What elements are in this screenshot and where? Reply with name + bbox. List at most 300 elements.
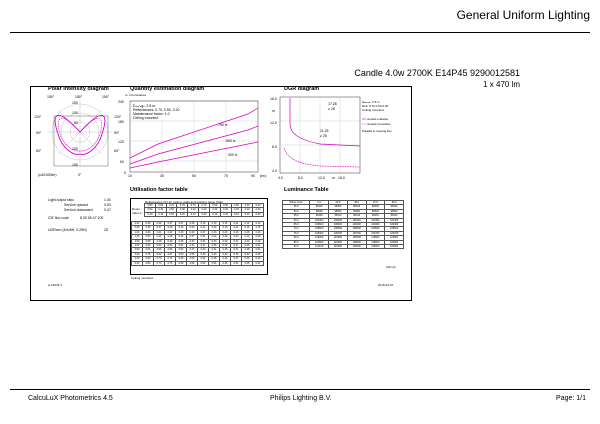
util-refl-header: Reflectances (%) for ceiling, walls and working plane (CIE) xyxy=(145,200,223,204)
table-cell: 0.21 xyxy=(231,239,242,243)
ugr-x-tick: 16.0 xyxy=(338,176,345,180)
quantity-title: Quantity estimation diagram xyxy=(130,86,205,92)
ugr-value: ≥ 28 xyxy=(328,107,335,111)
table-cell: 0.41 xyxy=(198,244,209,248)
polar-diagram xyxy=(34,94,124,178)
table-cell: 90.0 xyxy=(385,201,404,205)
table-cell: 0.51 xyxy=(209,261,220,265)
table-cell: 75.0 xyxy=(283,231,310,235)
table-cell: 0.19 xyxy=(242,235,253,239)
quantity-x-tick: 70 xyxy=(224,174,228,178)
table-cell: 0.20 xyxy=(199,208,210,212)
table-cell: 0.35 xyxy=(242,261,253,265)
quantity-x-tick: 90 xyxy=(251,174,255,178)
table-cell: 0.31 xyxy=(231,248,242,252)
table-cell: 118200 xyxy=(310,236,329,240)
table-cell: 0.70 xyxy=(154,257,165,261)
table-cell: 0.80 xyxy=(143,257,154,261)
table-cell: 0.52 xyxy=(198,257,209,261)
table-cell: 0.29 xyxy=(154,222,165,226)
table-cell: 0.41 xyxy=(187,244,198,248)
luminance-table xyxy=(282,200,404,249)
ugr-title: UGR diagram xyxy=(284,86,320,92)
table-cell: 0.20 xyxy=(220,212,231,216)
table-cell: 0.37 xyxy=(165,222,176,226)
table-cell: 0.45 xyxy=(220,261,231,265)
table-cell: 96400 xyxy=(310,214,329,218)
table-cell: 0.10 xyxy=(155,212,166,216)
quantity-y-tick: 180 xyxy=(118,120,124,124)
table-cell: 106300 xyxy=(310,231,329,235)
table-cell: 0.61 xyxy=(143,248,154,252)
util-row xyxy=(132,261,264,265)
table-cell: 0.46 xyxy=(165,235,176,239)
table-cell: 3.00 xyxy=(132,252,143,256)
table-cell: 0.27 xyxy=(231,244,242,248)
table-cell: 0.46 xyxy=(143,230,154,234)
table-cell: 109400 xyxy=(329,223,348,227)
table-cell: 106700 xyxy=(347,231,366,235)
table-cell: 0.26 xyxy=(220,235,231,239)
table-cell: 0.19 xyxy=(231,230,242,234)
table-cell: 0.54 xyxy=(198,261,209,265)
table-cell: 98400 xyxy=(385,205,404,209)
lum-table-title: Luminance Table xyxy=(284,187,329,193)
table-cell: 0.37 xyxy=(154,226,165,230)
table-cell: 0.23 xyxy=(187,226,198,230)
table-cell: 0.31 xyxy=(198,235,209,239)
table-cell: 0.00 xyxy=(253,208,264,212)
table-cell: 0.41 xyxy=(165,230,176,234)
ugr-y-tick: 12.0 xyxy=(270,121,277,125)
polar-angle-label: 180° xyxy=(75,95,83,99)
table-cell: 0.37 xyxy=(187,239,198,243)
table-cell: 115000 xyxy=(366,245,385,249)
table-cell: 0.16 xyxy=(242,222,253,226)
table-cell: 4.00 xyxy=(132,257,143,261)
table-cell: 106700 xyxy=(366,231,385,235)
table-cell: 0.36 xyxy=(143,222,154,226)
quantity-curve-label: 750 lx xyxy=(218,123,228,127)
ugr-value: ≥ 25 xyxy=(320,134,327,138)
ugr-value: 11.25 xyxy=(320,129,329,133)
table-cell: 0.16 xyxy=(220,226,231,230)
ugr-legend-mount: Hₘₒᵤₙₜ: 2.8 m xyxy=(362,100,380,104)
footer-divider xyxy=(10,389,590,390)
table-cell: 0.27 xyxy=(198,230,209,234)
table-cell: 0.41 xyxy=(209,248,220,252)
table-cell: 119500 xyxy=(347,236,366,240)
table-cell: 0.30 xyxy=(166,212,177,216)
quantity-y-tick: 240 xyxy=(118,100,124,104)
table-cell: 108600 xyxy=(347,227,366,231)
table-cell: 0.60 xyxy=(132,222,143,226)
table-cell: 0.50 xyxy=(145,208,156,212)
table-cell: 0.23 xyxy=(220,230,231,234)
table-cell: 67.5 xyxy=(366,201,385,205)
table-cell: 0.20 xyxy=(209,226,220,230)
table-cell: 0.30 xyxy=(155,208,166,212)
table-cell: 108600 xyxy=(329,227,348,231)
luminaire-name: Candle 4.0w 2700K E14P45 9290012581 xyxy=(354,68,520,78)
table-cell: 118600 xyxy=(347,240,366,244)
doc-code: sl 21643.4 xyxy=(48,283,62,287)
table-cell: 1.00 xyxy=(132,230,143,234)
ugr-x-tick: 12.0 xyxy=(318,176,325,180)
polar-angle-label: 60° xyxy=(36,149,42,153)
table-cell: 95800 xyxy=(366,209,385,213)
table-cell: 65.0 xyxy=(283,223,310,227)
table-cell: 0.20 xyxy=(199,212,210,216)
polar-bottom-angle: 0° xyxy=(78,173,82,177)
ugr-chart xyxy=(270,94,395,180)
table-cell: 0.16 xyxy=(242,226,253,230)
ratio-label: CIE flux code xyxy=(48,216,69,220)
table-cell: 1.25 xyxy=(132,235,143,239)
table-cell: 0.12 xyxy=(253,222,264,226)
table-cell: 0.47 xyxy=(187,248,198,252)
polar-radial-label: 150 xyxy=(72,101,78,105)
ugr-x-tick: 8.0 xyxy=(298,176,303,180)
polar-radial-label: 50 xyxy=(74,121,78,125)
doc-date: 2016-02-07 xyxy=(378,283,394,287)
table-cell: 0.41 xyxy=(154,230,165,234)
quantity-x-tick: 10 xyxy=(128,174,132,178)
table-cell: 96410 xyxy=(385,214,404,218)
table-cell: 0.50 xyxy=(166,208,177,212)
table-cell: 0.10 xyxy=(242,208,253,212)
table-cell: 0.21 xyxy=(253,244,264,248)
table-cell: 0.44 xyxy=(176,235,187,239)
table-cell: 0.49 xyxy=(198,252,209,256)
table-cell: 0.22 xyxy=(198,226,209,230)
table-cell: 0.73 xyxy=(154,261,165,265)
table-cell: 100400 xyxy=(366,218,385,222)
util-values-table xyxy=(131,221,264,266)
polar-angle-label: 90° xyxy=(114,131,120,135)
table-cell: 0.36 xyxy=(209,244,220,248)
table-cell: 0.26 xyxy=(253,252,264,256)
table-cell: 0.64 xyxy=(154,252,165,256)
footer-company: Philips Lighting B.V. xyxy=(270,395,332,402)
table-cell: 100400 xyxy=(385,218,404,222)
table-cell: 0.56 xyxy=(187,252,198,256)
table-cell: 108600 xyxy=(366,227,385,231)
page-header-title: General Uniform Lighting xyxy=(456,8,590,22)
table-cell: 0.30 xyxy=(145,212,156,216)
ratio-value: 0.47 xyxy=(104,208,111,212)
table-cell: 100400 xyxy=(329,218,348,222)
ratio-label: Service upward xyxy=(64,203,89,207)
table-cell: 0.40 xyxy=(220,252,231,256)
ratio-label: Service downward xyxy=(64,208,93,212)
table-cell: 96900 xyxy=(310,209,329,213)
table-cell: 108600 xyxy=(310,227,329,231)
table-cell: 0.80 xyxy=(145,204,156,208)
table-cell: 0.32 xyxy=(209,235,220,239)
table-cell: 0.15 xyxy=(220,222,231,226)
table-cell: 0.48 xyxy=(154,239,165,243)
table-cell: 0.20 xyxy=(177,212,188,216)
table-cell: 90.0 xyxy=(283,245,310,249)
table-cell: 0.34 xyxy=(176,226,187,230)
table-cell: 5.00 xyxy=(132,261,143,265)
util-refl-row xyxy=(145,204,264,208)
table-cell: 80.0 xyxy=(283,236,310,240)
ugr-x-tick: 4.0 xyxy=(278,176,283,180)
table-cell: 0.10 xyxy=(188,212,199,216)
table-cell: 0.53 xyxy=(154,244,165,248)
table-cell: 0.66 xyxy=(176,257,187,261)
table-cell: 0.69 xyxy=(176,261,187,265)
table-cell: 0.20 xyxy=(242,239,253,243)
util-title: Utilisation factor table xyxy=(130,187,188,193)
table-cell: 0.30 xyxy=(177,208,188,212)
ratio-label: UGRcen (4Hx8H, 0.25H) xyxy=(48,228,87,232)
table-cell: 60.0 xyxy=(283,218,310,222)
polar-radial-label: 100 xyxy=(72,111,78,115)
table-cell: 0.28 xyxy=(242,248,253,252)
table-cell: 0.19 xyxy=(209,222,220,226)
table-cell: 0.10 xyxy=(231,212,242,216)
table-cell: 109400 xyxy=(347,223,366,227)
table-cell: 0.26 xyxy=(187,222,198,226)
table-cell: 45.0 xyxy=(347,201,366,205)
table-cell: 0.60 xyxy=(187,257,198,261)
table-cell: 118600 xyxy=(366,240,385,244)
polar-angle-label: 60° xyxy=(114,149,120,153)
table-cell: 0.30 xyxy=(231,204,242,208)
table-cell: 0.46 xyxy=(154,235,165,239)
quantity-y-tick: 0 xyxy=(124,171,126,175)
table-cell: 0.39 xyxy=(143,226,154,230)
table-cell: 0.35 xyxy=(220,248,231,252)
lum-unit: (cd/m²) xyxy=(386,265,396,269)
quantity-x-tick: 50 xyxy=(192,174,196,178)
quantity-x-unit: (m²) xyxy=(260,174,267,178)
table-cell: 0.50 xyxy=(209,204,220,208)
table-cell: 0.19 xyxy=(253,239,264,243)
util-refl-row xyxy=(145,208,264,212)
table-cell: 0.70 xyxy=(188,204,199,208)
util-footer: Ceiling mounted xyxy=(131,276,153,280)
table-cell: Plane Cone xyxy=(283,201,310,205)
table-cell: 0.75 xyxy=(165,261,176,265)
ratio-value: 25 xyxy=(104,228,108,232)
table-cell: 0.75 xyxy=(143,252,154,256)
table-cell: 0.15 xyxy=(253,226,264,230)
polar-radial-label: 100 xyxy=(72,147,78,151)
table-cell: 0.60 xyxy=(176,252,187,256)
polar-title: Polar intensity diagram xyxy=(48,86,109,92)
footer-page: Page: 1/1 xyxy=(556,395,586,402)
table-cell: 96410 xyxy=(366,214,385,218)
table-cell: 45.0 xyxy=(283,205,310,209)
table-cell: 96410 xyxy=(329,214,348,218)
table-cell: 0.80 xyxy=(155,204,166,208)
table-cell: 0.43 xyxy=(198,248,209,252)
table-cell: 50.0 xyxy=(283,209,310,213)
table-cell: 0.30 xyxy=(231,208,242,212)
table-cell: 100400 xyxy=(347,218,366,222)
quantity-e-avg: Eₐᵥₑʳₐɡₑ: 2.8 m xyxy=(133,104,156,108)
table-cell: 106700 xyxy=(329,231,348,235)
table-cell: 0.54 xyxy=(176,248,187,252)
table-cell: 0.40 xyxy=(176,230,187,234)
table-cell: 0.49 xyxy=(165,239,176,243)
table-cell: 115000 xyxy=(347,245,366,249)
table-cell: 0.00 xyxy=(253,212,264,216)
table-cell: 0.21 xyxy=(231,222,242,226)
ugr-x-unit: m xyxy=(332,176,335,180)
table-cell: 95800 xyxy=(385,209,404,213)
table-cell: 0.32 xyxy=(220,244,231,248)
table-cell: 109400 xyxy=(385,223,404,227)
table-cell: 109600 xyxy=(310,223,329,227)
table-cell: 85.0 xyxy=(283,240,310,244)
table-cell: 0.29 xyxy=(220,239,231,243)
table-cell: 0.56 xyxy=(154,248,165,252)
ugr-legend-ceiling: Ceiling mounted xyxy=(362,108,384,112)
table-cell: 95800 xyxy=(329,209,348,213)
table-cell: 119500 xyxy=(329,236,348,240)
polar-angle-label: 150° xyxy=(47,95,55,99)
table-cell: 98400 xyxy=(329,205,348,209)
ratio-value: 0.53 xyxy=(104,203,111,207)
table-cell: 0.10 xyxy=(242,212,253,216)
table-cell: 0.43 xyxy=(209,252,220,256)
util-refl-row xyxy=(145,212,264,216)
table-cell: 0.50 xyxy=(220,204,231,208)
table-cell: 0.30 xyxy=(242,204,253,208)
table-cell: 98400 xyxy=(366,205,385,209)
table-cell: 0.70 xyxy=(166,204,177,208)
table-cell: 106700 xyxy=(385,231,404,235)
polar-angle-label: 120° xyxy=(34,115,42,119)
table-cell: 0.30 xyxy=(242,252,253,256)
quantity-ceiling: Ceiling mounted xyxy=(133,116,159,120)
table-cell: 115000 xyxy=(329,245,348,249)
table-cell: 0.30 xyxy=(209,208,220,212)
polar-angle-label: 120° xyxy=(114,115,122,119)
table-cell: 0.27 xyxy=(176,222,187,226)
table-cell: 98400 xyxy=(347,205,366,209)
table-cell: 0.20 xyxy=(188,208,199,212)
ugr-y-tick: 4.0 xyxy=(272,169,277,173)
table-cell: 0.24 xyxy=(253,248,264,252)
luminaire-flux: 1 x 470 lm xyxy=(483,80,520,89)
table-cell: 108600 xyxy=(385,227,404,231)
ugr-legend-crosswise: viewed crosswise xyxy=(367,122,391,126)
table-cell: 0.56 xyxy=(165,248,176,252)
table-cell: 0.46 xyxy=(176,239,187,243)
table-cell: 0.29 xyxy=(253,257,264,261)
table-cell: 114100 xyxy=(310,245,329,249)
table-cell: 0.48 xyxy=(209,257,220,261)
table-cell: 0.70 xyxy=(177,204,188,208)
table-cell: 120500 xyxy=(310,240,329,244)
table-cell: 0.41 xyxy=(231,261,242,265)
table-cell: 0.80 xyxy=(132,226,143,230)
quantity-curve-label: 300 lx xyxy=(228,153,238,157)
ugr-legend-parallel: Parallel to viewing line xyxy=(362,129,392,133)
quantity-curve-label: 500 lx xyxy=(226,139,236,143)
table-cell: 100400 xyxy=(310,218,329,222)
table-cell: 0.19 xyxy=(198,222,209,226)
table-cell: 119500 xyxy=(366,236,385,240)
table-cell: 70.0 xyxy=(283,227,310,231)
quantity-y-tick: 120 xyxy=(118,140,124,144)
ugr-y-unit: m xyxy=(272,109,275,113)
ugr-curve-endwise xyxy=(290,98,360,146)
table-cell: 0.56 xyxy=(143,239,154,243)
table-cell: 0.29 xyxy=(165,226,176,230)
table-cell: 0.51 xyxy=(176,244,187,248)
header-divider xyxy=(10,32,590,33)
table-cell: 0.21 xyxy=(231,226,242,230)
quantity-x-tick: 30 xyxy=(160,174,164,178)
util-room-label: Room Index k xyxy=(132,207,142,215)
polar-unit: (cd/1000lm) xyxy=(38,173,57,177)
table-cell: 0.29 xyxy=(187,230,198,234)
table-cell: 0.41 xyxy=(220,257,231,261)
table-cell: 95800 xyxy=(347,209,366,213)
table-cell: 0.31 xyxy=(253,261,264,265)
quantity-y-unit: nr. of luminaires xyxy=(125,93,147,97)
table-cell: 0.50 xyxy=(143,235,154,239)
ugr-legend-endwise: viewed endwise xyxy=(367,117,389,121)
table-cell: 0.60 xyxy=(143,244,154,248)
ratio-label: Light output ratio xyxy=(48,198,75,202)
polar-radial-label: 150 xyxy=(72,163,78,167)
table-cell: 0.67 xyxy=(165,252,176,256)
ugr-curve-crosswise xyxy=(284,148,360,167)
quantity-y-tick: 60 xyxy=(120,160,124,164)
table-cell: 118600 xyxy=(329,240,348,244)
table-cell: 2.00 xyxy=(132,244,143,248)
table-cell: 0.16 xyxy=(253,230,264,234)
table-cell: 55.0 xyxy=(283,214,310,218)
table-cell: 0.18 xyxy=(253,235,264,239)
ratio-value: 1.00 xyxy=(104,198,111,202)
polar-angle-label: 90° xyxy=(36,131,42,135)
table-cell: 0.10 xyxy=(209,212,220,216)
table-cell: 0.54 xyxy=(165,244,176,248)
table-cell: 119500 xyxy=(385,236,404,240)
table-cell: 96400 xyxy=(310,205,329,209)
table-cell: 0.23 xyxy=(209,230,220,234)
table-cell: 0.34 xyxy=(242,257,253,261)
ugr-legend-refl: Refl: 0.70 0.50 0.20 xyxy=(362,104,389,108)
table-cell: 0.33 xyxy=(209,239,220,243)
table-cell: 0.20 xyxy=(220,208,231,212)
table-cell: 0.37 xyxy=(187,235,198,239)
ugr-y-tick: 16.0 xyxy=(270,97,277,101)
quantity-maintenance: Maintenance factor: 1.0 xyxy=(133,112,170,116)
table-cell: 0.34 xyxy=(198,239,209,243)
table-cell: 0.16 xyxy=(242,230,253,234)
quantity-chart xyxy=(118,96,268,178)
table-cell: 1.50 xyxy=(132,239,143,243)
ratio-value: 8 25 65 47 100 xyxy=(80,216,104,220)
footer-software: CalcuLuX Photometrics 4.5 xyxy=(28,395,113,402)
table-cell: 0.37 xyxy=(231,257,242,261)
table-cell: 0.33 xyxy=(231,252,242,256)
table-cell: 0.25 xyxy=(242,244,253,248)
table-cell: 0.62 xyxy=(187,261,198,265)
polar-angle-label: 150° xyxy=(102,95,110,99)
table-cell: 0.70 xyxy=(199,204,210,208)
